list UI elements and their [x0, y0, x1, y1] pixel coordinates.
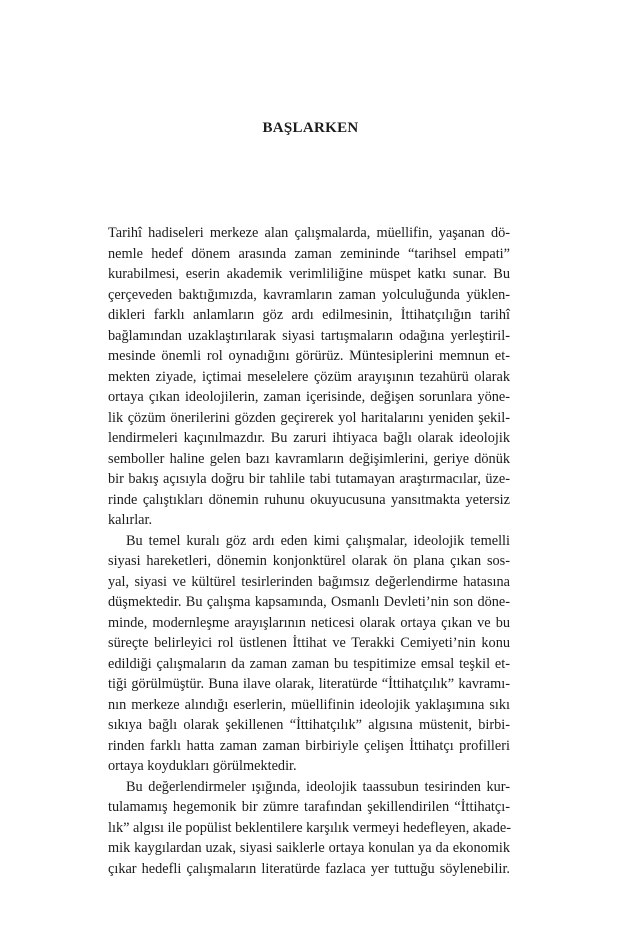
text-line: lık” algısı ile popülist beklentilere karşılık vermeyi hedefleyen, akade- — [108, 819, 511, 836]
chapter-title: BAŞLARKEN — [262, 120, 359, 136]
paragraph — [108, 223, 510, 531]
text-line: bir bakış açısıyla doğru bir tahlile tabi tutamayan araştırmacılar, üze- — [108, 471, 510, 487]
text-line: süreçte belirleyici rol üstlenen İttihat ve Terakki Cemiyeti’nin konu — [108, 635, 510, 651]
text-line: Bu değerlendirmeler ışığında, ideolojik taassubun tesirinden kur- — [126, 778, 510, 795]
text-line: rinden farklı hatta zaman zaman birbiriyle çelişen İttihatçı profilleri — [108, 737, 510, 754]
paragraph — [108, 777, 510, 880]
text-line: mik kaygılardan uzak, siyasi saiklerle ortaya konulan ya da ekonomik — [108, 840, 510, 856]
text-line: çıkar hedefli çalışmaların literatürde fazlaca yer tuttuğu söylenebilir. — [108, 860, 510, 877]
text-line: edildiği çalışmaların da zaman zaman bu tespitimize emsal teşkil et- — [108, 655, 510, 672]
text-line: tulamamış hegemonik bir zümre tarafından şekillendirilen “İttihatçı- — [108, 799, 510, 815]
text-line: Tarihî hadiseleri merkeze alan çalışmalarda, müellifin, yaşanan dö- — [108, 225, 510, 241]
text-line: kalırlar. — [108, 512, 153, 528]
text-line: Bu temel kuralı göz ardı eden kimi çalışmalar, ideolojik temelli — [126, 532, 510, 549]
text-line: ortaya çıkan ideolojilerin, zaman içerisinde, değişen sorunlara yöne- — [108, 389, 510, 405]
body-text — [108, 223, 510, 879]
text-line: bağlamından uzaklaştırılarak siyasi tartışmaların odağına yerleştiril- — [108, 327, 510, 344]
text-line: çerçeveden baktığımızda, kavramların zaman yolculuğunda yüklen- — [108, 286, 510, 303]
text-line: kurabilmesi, eserin akademik verimliliğine müspet katkı sunar. Bu — [108, 266, 510, 282]
text-line: semboller haline gelen bazı kavramların değişimlerini, geriye dönük — [108, 450, 510, 467]
text-line: lik çözüm önerilerini gözden geçirerek yol haritalarını yeniden şekil- — [108, 409, 510, 426]
paragraph — [108, 531, 510, 777]
text-line: düşmektedir. Bu çalışma kapsamında, Osmanlı Devleti’nin son döne- — [108, 594, 510, 610]
text-line: nın merkeze alındığı eserlerin, müellifinin ideolojik yaklaşımına sıkı — [108, 696, 510, 713]
text-line: ortaya koydukları görülmektedir. — [108, 758, 297, 774]
text-line: rinde çalıştıkları dönemin ruhunu okuyucusuna yansıtmakta yetersiz — [108, 491, 510, 508]
text-line: yal, siyasi ve kültürel tesirlerinden bağımsız değerlendirme hatasına — [108, 573, 510, 590]
text-line: tiği görülmüştür. Buna ilave olarak, literatürde “İttihatçılık” kavramı- — [108, 676, 510, 692]
text-line: mesinde önemli rol oynadığını görürüz. Müntesiplerini memnun et- — [108, 348, 510, 364]
text-line: siyasi hareketleri, dönemin konjonktürel olarak ön plana çıkan sos- — [108, 553, 510, 569]
text-line: nemle hedef dönem arasında zaman zemininde “tarihsel empati” — [108, 245, 510, 262]
text-line: minde, modernleşme arayışlarının neticesi olarak ortaya çıkan ve bu — [108, 614, 510, 631]
text-line: lendirmeleri kaçınılmazdır. Bu zaruri ihtiyaca bağlı olarak ideolojik — [108, 430, 510, 446]
text-line: dikleri farklı anlamların göz ardı edilmesinin, İttihatçılığın tarihî — [108, 307, 510, 323]
text-line: sıkıya bağlı olarak şekillenen “İttihatçılık” algısına müstenit, birbi- — [108, 717, 510, 733]
text-line: mekten ziyade, içtimai meselelere çözüm arayışının tezahürü olarak — [108, 368, 510, 385]
